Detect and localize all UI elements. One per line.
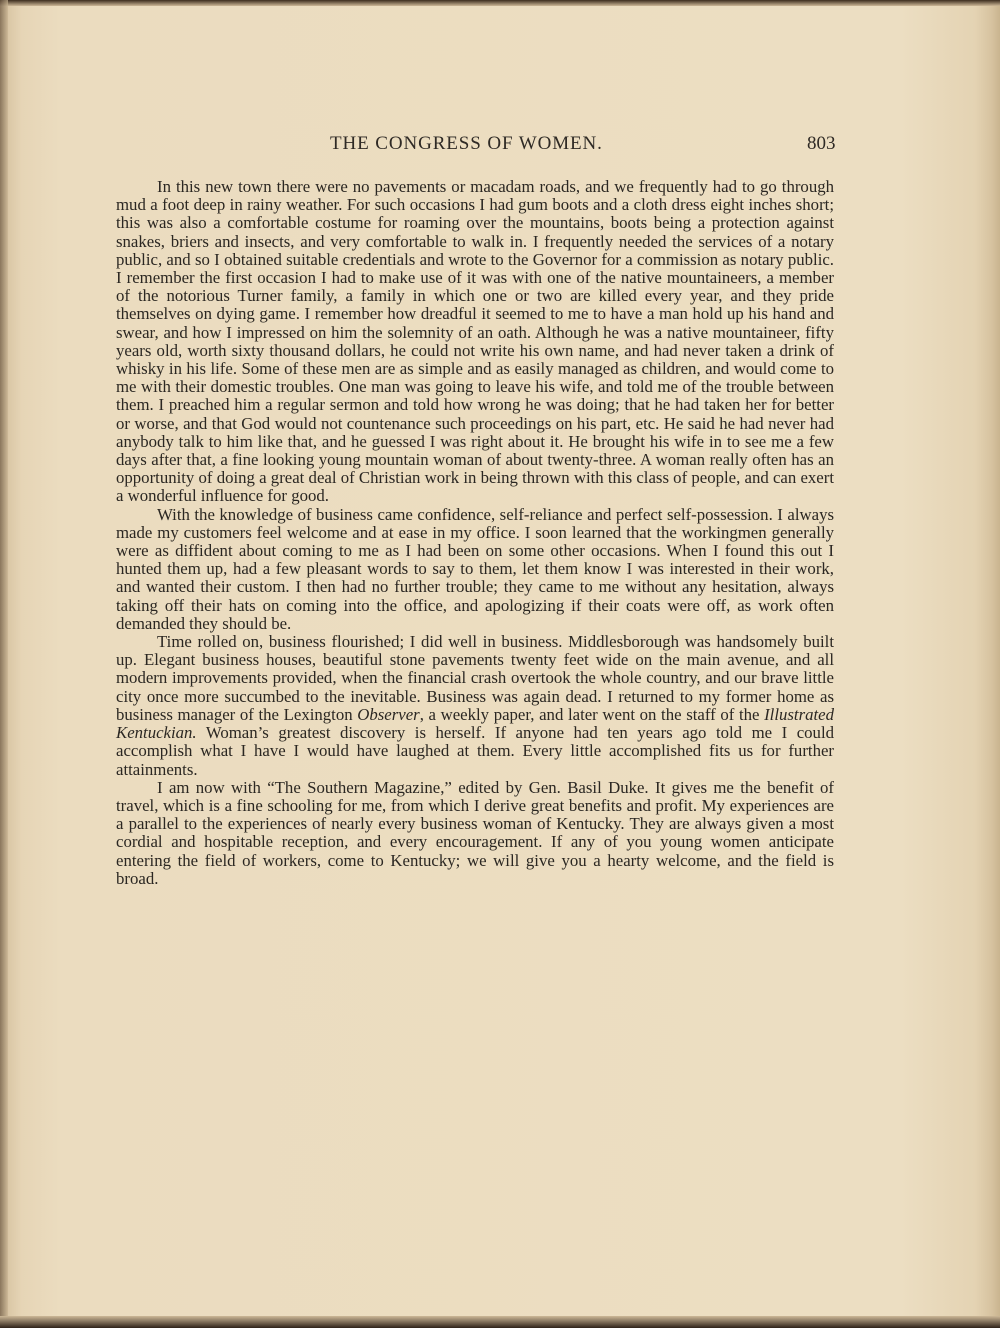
running-head <box>0 133 1000 157</box>
paragraph-3-text-middle: , a weekly paper, and later went on the staff of the <box>419 704 765 724</box>
paragraph-3-text-after: Woman’s greatest discovery is herself. If anyone had ten years ago told me I could accomplish what I have I would have laughed at them. Every little accomplished fits us for further attainments. <box>116 723 834 779</box>
paragraph-4: I am now with “The Southern Magazine,” edited by Gen. Basil Duke. It gives me the benefit of travel, which is a fine schooling for me, from which I derive great benefits and profit. My experiences are a parallel to the experiences of nearly every business woman of Kentucky. They are always given a most cordial and hospitable reception, and every encouragement. If any of you young women anticipate entering the field of workers, come to Kentucky; we will give you a hearty welcome, and the field is broad. <box>116 777 834 888</box>
running-title: THE CONGRESS OF WOMEN. <box>330 133 603 154</box>
body-text <box>116 178 834 888</box>
paragraph-2: With the knowledge of business came confidence, self-reliance and perfect self-possession. I always made my customers feel welcome and at ease in my office. I soon learned that the workingmen generally were as diffident about coming to me as I had been on some other occasions. When I found this out I hunted them up, had a few pleasant words to say to them, let them know I was interested in their work, and wanted their custom. I then had no further trouble; they came to me without any hesitation, always taking off their hats on coming into the office, and apologizing if their coats were off, as work often demanded they should be. <box>116 504 834 633</box>
page-top-edge <box>0 0 1000 6</box>
page-bottom-edge <box>0 1316 1000 1328</box>
paragraph-3-text-before: Time rolled on, business flourished; I did well in business. Middlesborough was handsomely built up. Elegant business houses, beautiful stone pavements twenty feet wide on the main avenue, and all modern improvements provided, when the financial crash overtook the whole country, and our brave little city once more succumbed to the inevitable. Business was again dead. I returned to my former home as business manager of the Lexington <box>116 632 834 724</box>
newspaper-title-observer: Observer <box>357 704 420 724</box>
magazine-title-illustrated-kentuckian: Illustrated Kentuckian. <box>116 704 834 743</box>
paragraph-1: In this new town there were no pavements or macadam roads, and we frequently had to go through mud a foot deep in rainy weather. For such occasions I had gum boots and a cloth dress eight inches short; this was also a comfortable costume for roaming over the mountains, boots being a protection against snakes, briers and insects, and very comfortable to walk in. I frequently needed the services of a notary public, and so I obtained suitable credentials and wrote to the Governor for a commission as notary public. I remember the first occasion I had to make use of it was with one of the native mountaineers, a member of the notorious Turner family, a family in which one or two are killed every year, and they pride themselves on dying game. I remember how dreadful it seemed to me to have a man hold up his hand and swear, and how I impressed on him the solemnity of an oath. Although he was a native mountaineer, fifty years old, worth sixty thousand dollars, he could not write his own name, and had never taken a drink of whisky in his life. Some of these men are as simple and as easily managed as children, and would come to me with their domestic troubles. One man was going to leave his wife, and told me of the trouble between them. I preached him a regular sermon and told how wrong he was doing; that he had taken her for better or worse, and that God would not countenance such proceedings on his part, etc. He said he had never had anybody talk to him like that, and he guessed I was right about it. He brought his wife in to see me a few days after that, a fine looking young mountain woman of about twenty-three. A woman really often has an opportunity of doing a great deal of Christian work in being thrown with this class of people, and can exert a wonderful influence for good. <box>116 177 834 506</box>
binding-shadow <box>0 0 8 1328</box>
page-number: 803 <box>807 133 836 154</box>
paragraph-3 <box>116 633 834 779</box>
